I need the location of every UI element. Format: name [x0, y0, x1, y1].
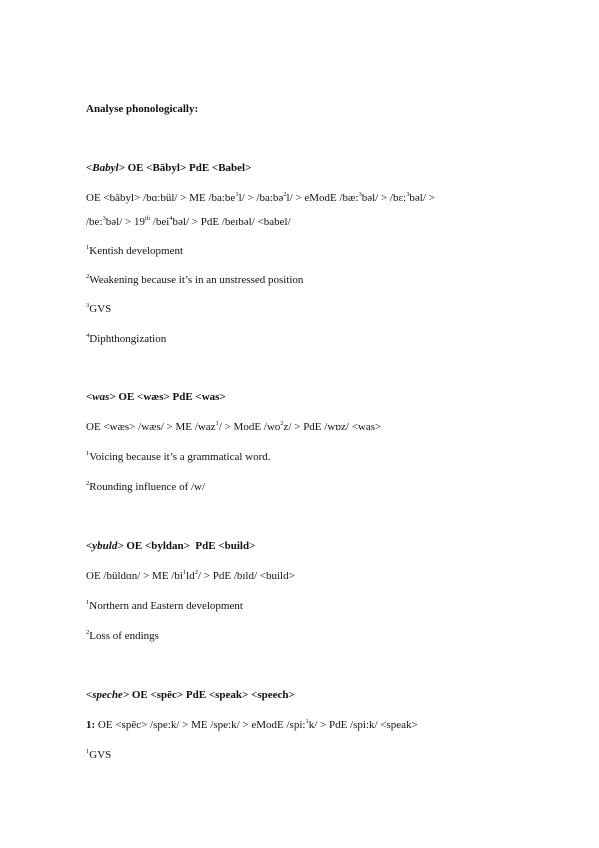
footnote-ref: 3 [358, 191, 362, 198]
section-title-ybuld [86, 539, 255, 553]
footnote-ref: 1 [235, 191, 239, 198]
note-number: 3 [86, 302, 90, 309]
note-number: 1 [86, 450, 90, 457]
note-number: 2 [86, 629, 90, 636]
section-title-was [86, 390, 226, 404]
note-number: 1 [86, 244, 90, 251]
footnote-ref: 2 [194, 569, 198, 576]
footnote-ref: 3 [406, 191, 410, 198]
note-line: $^2$Weakening because it’s in an unstressed position [86, 273, 304, 286]
ordinal-suffix: th [144, 215, 151, 222]
footnote-ref: 3 [102, 215, 106, 222]
source-word: <Babyl> [86, 162, 125, 174]
note-line: $^1$Kentish development [86, 244, 184, 257]
footnote-ref: 2 [283, 191, 287, 198]
note-number: 1 [86, 748, 90, 755]
title-forms: OE <spēc> PdE <speak> <speech> [129, 689, 295, 701]
note-line: $^1$Northern and Eastern development [86, 599, 243, 612]
note-number: 2 [86, 480, 90, 487]
note-line: $^2$Loss of endings [86, 629, 159, 642]
title-forms: OE <byldan> PdE <build> [123, 540, 256, 552]
page-heading: Analyse phonologically: [86, 103, 199, 115]
title-forms: OE <Bābyl> PdE <Babel> [124, 162, 252, 174]
note-number: 1 [86, 599, 90, 606]
note-line: $^1$GVS [86, 748, 112, 761]
item-number: 1: [86, 719, 96, 731]
source-word: <speche> [86, 689, 130, 701]
analysis-line: OE <bābyl> /bɑːbül/ > ME $/ba:be^1l/$ > /ba:bə$^2$l/ > eModE /bæ:$^3$bəl/ > /bɛ:$^3$bəl/ > [86, 191, 435, 204]
analysis-line: /be:$^3$bəl/ > 19th /bei$^4$bəl/ > PdE /beɪbəl/ <babel/ [86, 215, 291, 228]
footnote-ref: 1 [182, 569, 187, 576]
footnote-ref: 2 [280, 420, 284, 427]
note-number: 4 [86, 332, 90, 339]
analysis-line: OE /büldɑn/ > ME $/bi^1ld^2/$ > PdE /bɪld/ <build> [86, 569, 295, 582]
note-line: $^4$Diphthongization [86, 332, 167, 345]
source-word: <ybuld> [86, 540, 124, 552]
source-word: <was> [86, 391, 116, 403]
section-title-speche [86, 688, 295, 702]
note-line: $^1$Voicing because it’s a grammatical word. [86, 450, 271, 463]
section-title-babyl [86, 161, 251, 175]
note-line: $^3$GVS [86, 302, 112, 315]
analysis-line: OE <wæs> /wæs/ > ME /waz$^1$/ > ModE $/wo^2z/$ > PdE /wɒz/ <was> [86, 420, 382, 433]
title-forms: OE <wæs> PdE <was> [115, 391, 226, 403]
analysis-line: 1: OE <spēc> /spe:k/ > ME /spe:k/ > eModE /spi:$^1$k/ > PdE /spi:k/ <speak> [86, 718, 418, 731]
note-number: 2 [86, 273, 90, 280]
footnote-ref: 1 [305, 718, 309, 725]
note-line: $^2$Rounding influence of /w/ [86, 480, 206, 493]
footnote-ref: 1 [215, 420, 219, 427]
footnote-ref: 4 [169, 215, 173, 222]
